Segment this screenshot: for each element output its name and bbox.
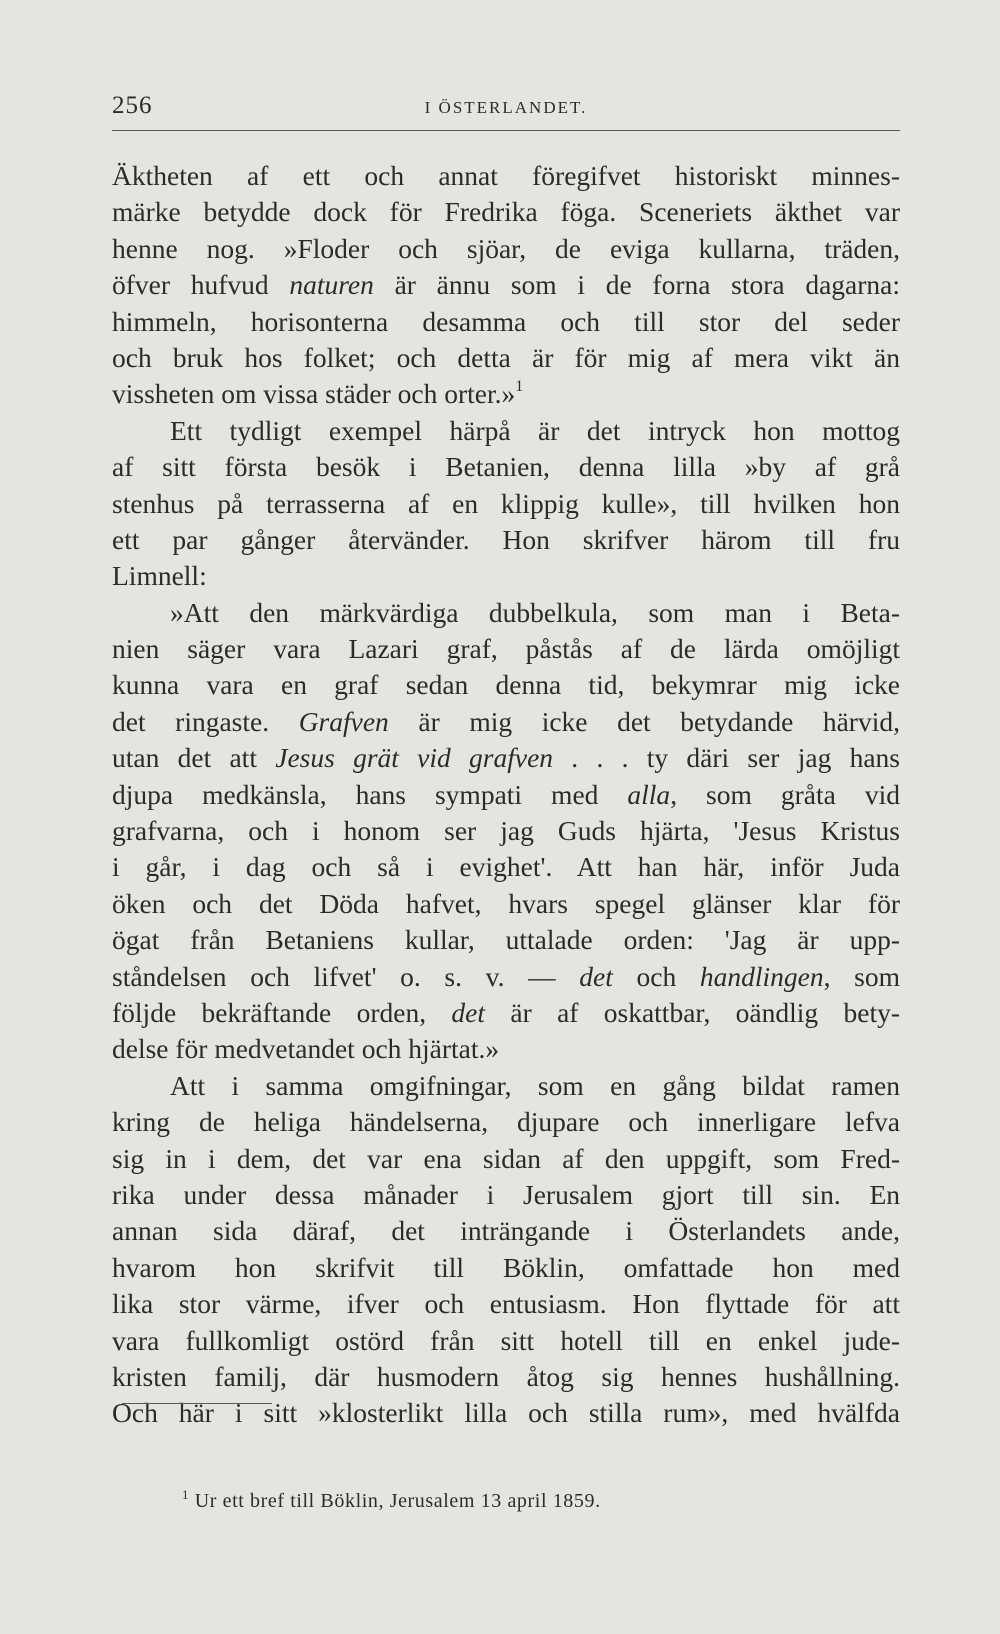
text-span: grafvarna, och i honom ser jag Guds hjärta, 'Jesus Kristus (112, 815, 900, 847)
text-line (112, 740, 900, 776)
text-span: Limnell: (112, 560, 207, 592)
text-line (112, 1286, 900, 1322)
text-span: af sitt första besök i Betanien, denna lilla »by af grå (112, 451, 900, 483)
text-line (112, 522, 900, 558)
text-line (112, 849, 900, 885)
text-line (112, 449, 900, 485)
text-line (112, 231, 900, 267)
text-line (112, 922, 900, 958)
footnote-ref: 1 (515, 378, 524, 396)
text-line (112, 704, 900, 740)
text-span: och bruk hos folket; och detta är för mig af mera vikt än (112, 341, 900, 373)
text-line (112, 194, 900, 230)
text-line (112, 1177, 900, 1213)
text-line (112, 959, 900, 995)
text-line (112, 667, 900, 703)
text-span: rika under dessa månader i Jerusalem gjort till sin. En (112, 1178, 900, 1210)
text-line (112, 304, 900, 340)
text-span: i går, i dag och så i evighet'. Att han här, inför Juda (112, 851, 900, 883)
text-span: ett par gånger återvänder. Hon skrifver härom till fru (112, 523, 900, 555)
text-span: märke betydde dock för Fredrika föga. Sceneriets äkthet var (112, 196, 900, 228)
text-span: delse för medvetandet och hjärtat.» (112, 1033, 500, 1065)
italic-span: det (579, 960, 613, 992)
body-text (112, 158, 900, 1432)
text-span: ögat från Betaniens kullar, uttalade orden: 'Jag är upp- (112, 924, 900, 956)
italic-span: naturen (289, 269, 374, 301)
text-line (112, 595, 900, 631)
text-line (112, 1359, 900, 1395)
running-head: I ÖSTERLANDET. (424, 98, 588, 117)
text-span: , som (823, 960, 900, 992)
text-line (112, 1250, 900, 1286)
text-line (112, 1068, 900, 1104)
text-span: kristen familj, där husmodern åtog sig hennes hushållning. (112, 1360, 900, 1392)
text-span: Att i samma omgifningar, som en gång bildat ramen (170, 1069, 900, 1101)
text-span: kunna vara en graf sedan denna tid, bekymrar mig icke (112, 669, 900, 701)
text-span: himmeln, horisonterna desamma och till stor del seder (112, 305, 900, 337)
text-line (112, 1141, 900, 1177)
text-span: Och här i sitt »klosterlikt lilla och stilla rum», med hvälfda (112, 1397, 900, 1429)
text-span: »Att den märkvärdiga dubbelkula, som man i Beta- (170, 596, 900, 628)
text-span: är af oskattbar, oändlig bety- (485, 996, 900, 1028)
text-line (112, 486, 900, 522)
text-line (112, 413, 900, 449)
text-span: Ett tydligt exempel härpå är det intryck hon mottog (170, 414, 900, 446)
text-span: annan sida däraf, det inträngande i Österlandets ande, (112, 1215, 900, 1247)
text-span: är ännu som i de forna stora dagarna: (373, 269, 900, 301)
text-span: lika stor värme, ifver och entusiasm. Hon flyttade för att (112, 1288, 900, 1320)
text-span: , som gråta vid (670, 778, 900, 810)
text-line (112, 340, 900, 376)
text-line (112, 631, 900, 667)
text-line (112, 777, 900, 813)
text-line (112, 1104, 900, 1140)
footnote-marker: 1 (182, 1487, 190, 1502)
text-span: ståndelsen och lifvet' o. s. v. — (112, 960, 580, 992)
text-span: och (612, 960, 700, 992)
footnote-rule (122, 1403, 272, 1404)
text-span: stenhus på terrasserna af en klippig kulle», till hvilken hon (112, 487, 900, 519)
text-span: är mig icke det betydande härvid, (388, 705, 900, 737)
footnote (182, 1487, 601, 1513)
text-span: utan det att (112, 742, 276, 774)
footnote-text: Ur ett bref till Böklin, Jerusalem 13 april 1859. (194, 1490, 601, 1512)
text-span: följde bekräftande orden, (112, 996, 452, 1028)
text-span: vara fullkomligt ostörd från sitt hotell till en enkel jude- (112, 1324, 900, 1356)
header-rule (112, 130, 900, 131)
text-span: . . . ty däri ser jag hans (553, 742, 901, 774)
text-line (112, 886, 900, 922)
text-line (112, 1395, 900, 1431)
text-line (112, 158, 900, 194)
text-span: nien säger vara Lazari graf, påstås af de lärda omöjligt (112, 633, 900, 665)
italic-span: alla (627, 778, 671, 810)
text-line (112, 995, 900, 1031)
text-span: Äktheten af ett och annat föregifvet historiskt minnes- (112, 160, 900, 191)
text-line (112, 1213, 900, 1249)
text-span: henne nog. »Floder och sjöar, de eviga kullarna, träden, (112, 232, 900, 264)
text-span: det ringaste. (112, 705, 299, 737)
text-span: vissheten om vissa städer och orter.» (112, 378, 516, 410)
text-span: kring de heliga händelserna, djupare och innerligare lefva (112, 1106, 900, 1138)
text-line (112, 1031, 900, 1067)
page-number: 256 (112, 92, 153, 119)
italic-span: Jesus grät vid grafven (275, 742, 554, 774)
text-line (112, 267, 900, 303)
italic-span: handlingen (699, 960, 824, 992)
text-span: hvarom hon skrifvit till Böklin, omfattade hon med (112, 1251, 900, 1283)
text-span: öfver hufvud (112, 269, 290, 301)
text-span: öken och det Döda hafvet, hvars spegel glänser klar för (112, 887, 900, 919)
italic-span: det (451, 996, 486, 1028)
italic-span: Grafven (298, 705, 389, 737)
text-span: djupa medkänsla, hans sympati med (112, 778, 628, 810)
text-line (112, 376, 900, 412)
text-line (112, 558, 900, 594)
text-span: sig in i dem, det var ena sidan af den uppgift, som Fred- (112, 1142, 900, 1174)
page-header (112, 92, 900, 122)
text-line (112, 813, 900, 849)
text-line (112, 1323, 900, 1359)
